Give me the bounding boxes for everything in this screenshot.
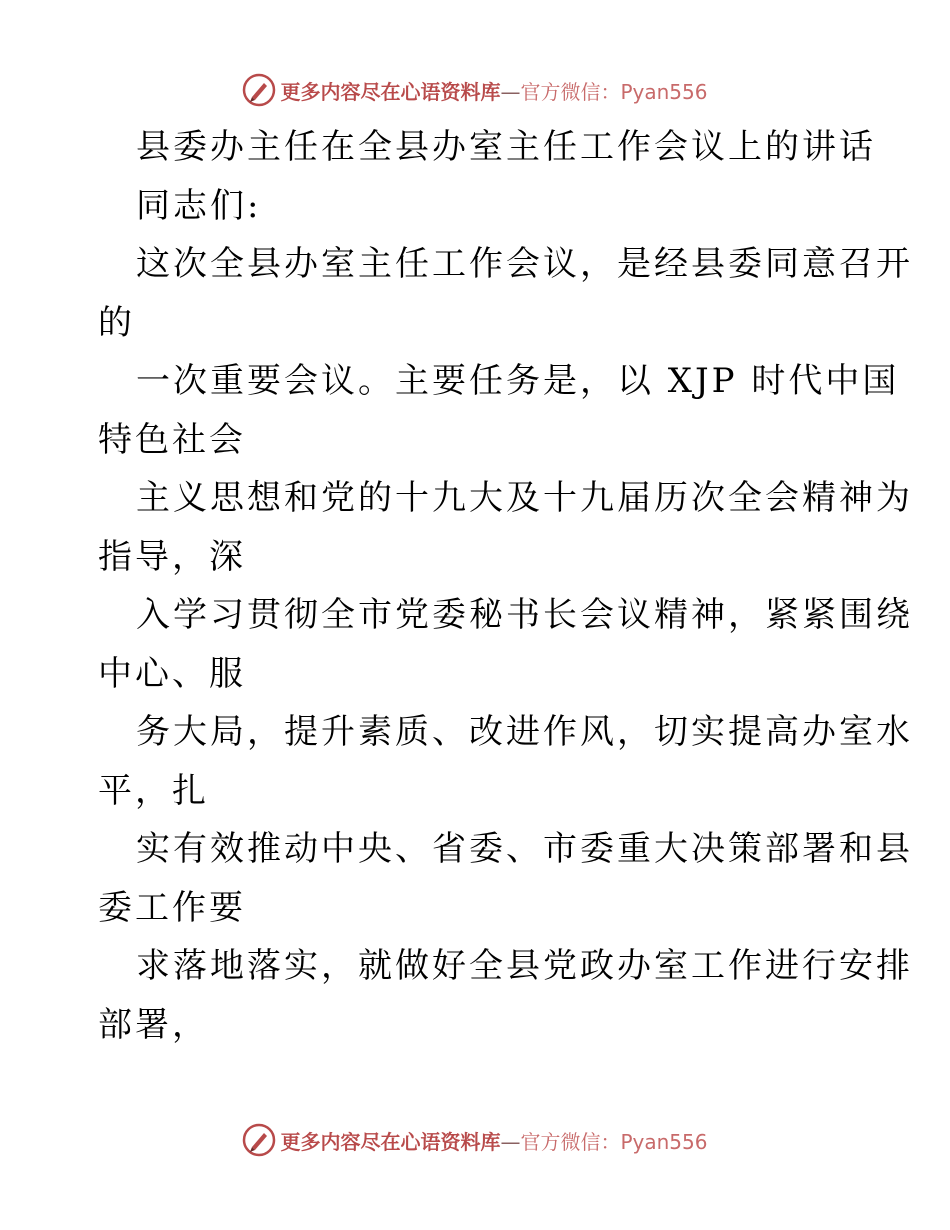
watermark-wechat: 官方微信：Pyan556 — [520, 1129, 708, 1154]
document-body — [98, 118, 913, 1054]
paragraph-line: 务大局，提升素质、改进作风，切实提高办室水 — [136, 712, 913, 752]
watermark-main: 更多内容尽在心语资料库 — [280, 79, 501, 104]
paragraph-line: 平，扎 — [98, 770, 209, 811]
paragraph-line: 委工作要 — [98, 887, 246, 928]
watermark-wechat: 官方微信：Pyan556 — [520, 79, 708, 104]
header-watermark — [0, 70, 950, 110]
watermark-dash: — — [500, 1129, 521, 1154]
paragraph-line: 求落地落实，就做好全县党政办室工作进行安排 — [136, 946, 913, 986]
paragraph-line: 指导，深 — [98, 536, 246, 577]
watermark-text — [280, 1126, 707, 1155]
watermark-main: 更多内容尽在心语资料库 — [280, 1129, 501, 1154]
paragraph-line: 的 — [98, 302, 135, 343]
paragraph-line: 特色社会 — [98, 419, 246, 460]
pen-logo-icon — [242, 1123, 276, 1157]
paragraph-line: 实有效推动中央、省委、市委重大决策部署和县 — [136, 829, 913, 869]
paragraph-line: 入学习贯彻全市党委秘书长会议精神，紧紧围绕 — [136, 595, 913, 635]
watermark-text — [280, 76, 707, 105]
document-title: 县委办主任在全县办室主任工作会议上的讲话 — [136, 127, 876, 167]
paragraph-line: 部署， — [98, 1004, 209, 1045]
paragraph-line: 主义思想和党的十九大及十九届历次全会精神为 — [136, 478, 913, 518]
footer-watermark — [0, 1120, 950, 1160]
document-greeting: 同志们: — [136, 185, 262, 226]
pen-logo-icon — [242, 73, 276, 107]
paragraph-line: 一次重要会议。主要任务是，以 XJP 时代中国 — [136, 361, 900, 401]
paragraph-line: 中心、服 — [98, 653, 246, 694]
watermark-dash: — — [500, 79, 521, 104]
paragraph-line: 这次全县办室主任工作会议，是经县委同意召开 — [136, 244, 913, 284]
